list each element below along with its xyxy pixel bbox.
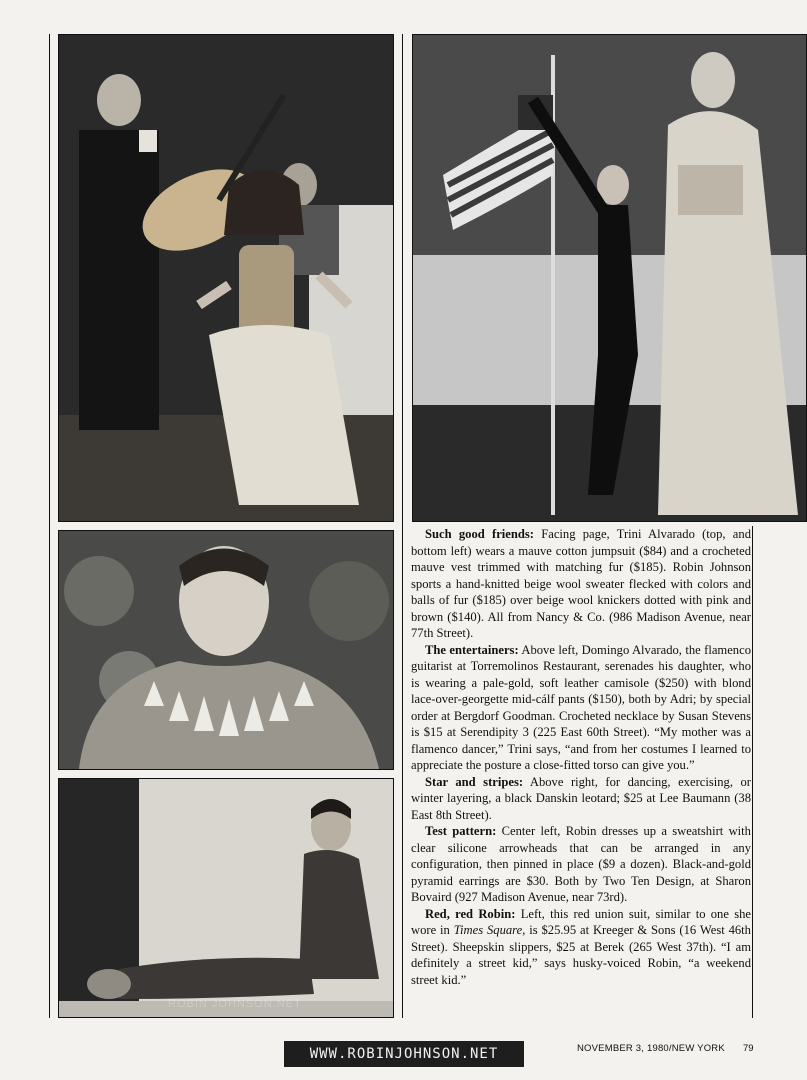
caption-lead: Red, red Robin:	[425, 906, 516, 921]
right-margin-rule	[752, 526, 753, 1018]
caption-lead: Such good friends:	[425, 527, 534, 541]
flag-statue-photo	[412, 34, 807, 522]
caption-lead: The entertainers:	[425, 642, 519, 657]
left-margin-rule	[49, 34, 50, 1018]
caption-paragraph: Star and stripes: Above right, for dancing, exercising, or winter layering, a black Danskin leotard; $25 at Lee Baumann (38 East 8th Street).	[411, 774, 751, 822]
caption-lead: Test pattern:	[425, 824, 497, 838]
caption-paragraph: Test pattern: Center left, Robin dresses up a sweatshirt with clear silicone arrowheads that can be arranged in any configuration, then pinned in place ($9 a dozen). Black-and-gold pyramid earrings are $30. Both by Two Ten Design, at Sharon Bovaird (927 Madison Avenue, near 73rd).	[411, 824, 751, 904]
caption-paragraph: The entertainers: Above left, Domingo Alvarado, the flamenco guitarist at Torremolinos Restaurant, serenades his daughter, who is wearing a pale-gold, soft leather camisole ($250) with blond lace-over-georgette mid-cálf pants ($150), both by Adri; by special order at Bergdorf Goodman. Crocheted necklace by Susan Stevens is $15 at Serendipity 3 (225 East 60th Street). “My mother was a flamenco dancer,” Trini says, “and from her costumes I learned to appreciate the posture a close-fitted torso can give you.”	[411, 642, 751, 772]
website-watermark: WWW.ROBINJOHNSON.NET	[284, 1041, 524, 1067]
caption-lead: Star and stripes:	[425, 774, 524, 789]
arrowheads-sweatshirt-photo	[58, 530, 394, 770]
caption-paragraph: Such good friends: Facing page, Trini Alvarado (top, and bottom left) wears a mauve cotton jumpsuit ($84) and a crocheted mauve vest trimmed with matching fur ($185). Robin Johnson sports a hand-knitted beige wool sweater flecked with colors and balls of fur ($185) over beige wool knickers dotted with pink and brown ($140). All from Nancy & Co. (986 Madison Avenue, near 77th Street).	[411, 527, 751, 640]
page-number: 79	[743, 1043, 754, 1054]
issue-date-footer: NOVEMBER 3, 1980/NEW YORK	[577, 1043, 725, 1054]
flamenco-photo	[58, 34, 394, 522]
column-divider-rule	[402, 34, 403, 1018]
union-suit-photo	[58, 778, 394, 1018]
caption-paragraph: Red, red Robin: Left, this red union suit, similar to one she wore in Times Square, is $25.95 at Kreeger & Sons (16 West 46th Street). Sheepskin slippers, $25 at Berek (265 West 37th). “I am definitely a street kid,” says husky-voiced Robin, “a weekend street kid.”	[411, 906, 751, 987]
faint-watermark: ROBIN JOHNSON.NET	[168, 998, 302, 1010]
caption-block	[411, 526, 751, 988]
